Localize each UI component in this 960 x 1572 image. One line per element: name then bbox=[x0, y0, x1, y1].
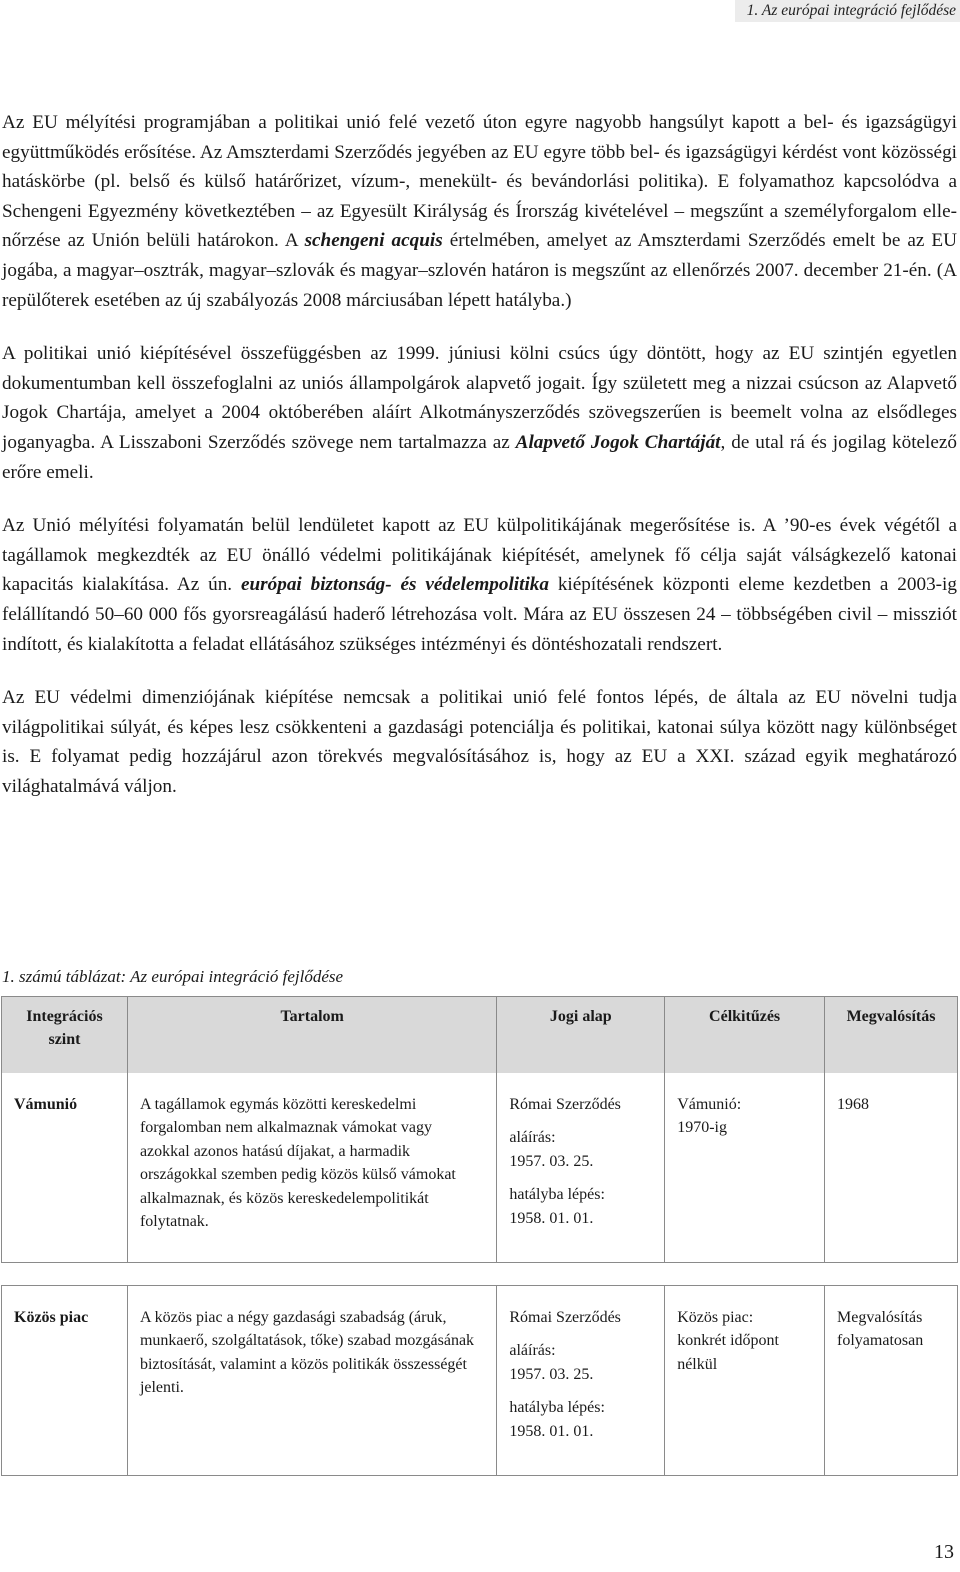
cell-celkituzes: Közös piac: konkrét időpont nélkül bbox=[665, 1304, 825, 1476]
emphasis-term: európai biztonság- és védelempolitika bbox=[240, 574, 549, 596]
paragraph-text: A politikai unió kiépítésével összefüggésben az 1999. júniusi kölni csúcs úgy döntött, hogy az EU szintjén egyetlen dokumentumban kell összefoglalni az uniós állampolgárok alapvető jogait. Így született meg a nizzai csúcson az Alapvető Jogok Chartája, amelyet a 2004 októberében aláírt Alkotmányszerződés szövegszerűen is beemelt volna az elsődleges joganyagba. A Lisszaboni Szerződés szövege nem tartalmazza az bbox=[2, 343, 957, 453]
paragraph-text: értelmében, amelyet az Amszterdami Szerződés emelt be az EU jogába, a magyar–osztrák, magyar–szlovák és magyar–szlovén határon is megszűnt az ellenőrzés 2007. december 21-én. (A repülőterek esetében az új szabályozás 2008 márciusában lépett hatályba.) bbox=[2, 230, 957, 311]
header-cell: Jogi alap bbox=[497, 997, 665, 1074]
cell-megvalositas: Megvalósítás folyamatosan bbox=[825, 1304, 958, 1476]
table-row bbox=[2, 1304, 958, 1476]
paragraph-text: Az Unió mélyítési folyamatán belül lendületet kapott az EU külpolitikájának megerősítése is. A ’90-es évek végétől a tagállamok megkezdték az EU önálló védelmi politikájának kiépítését, amelynek fő célja saját válságkezelő katonai kapacitás kialakítása. Az ún. bbox=[2, 515, 957, 596]
cell-megvalositas: 1968 bbox=[825, 1091, 958, 1263]
table-row bbox=[2, 1091, 958, 1263]
cell-szint: Közös piac bbox=[2, 1304, 128, 1476]
page-number: 13 bbox=[934, 1541, 954, 1563]
paragraph-charter bbox=[2, 339, 957, 487]
emphasis-term: schengeni acquis bbox=[304, 230, 443, 252]
emphasis-term: Alapvető Jogok Chartáját bbox=[515, 431, 721, 453]
body-text bbox=[2, 108, 957, 825]
paragraph-schengen bbox=[2, 108, 957, 315]
jogi-alap-effective: hatályba lépés: 1958. 01. 01. bbox=[509, 1399, 605, 1440]
header-cell: Célkitűzés bbox=[665, 997, 825, 1074]
paragraph-world-power: Az EU védelmi dimenziójának kiépítése nemcsak a politikai unió felé fontos lépés, de általa az EU növelni tudja világpolitikai súlyát, és képes lesz csökkenteni a gazdasági potenciálja és politikai, katonai súlya között nagy különbséget is. E folyamat pedig hozzájárul azon törekvés megvalósításához is, hogy az EU a XXI. század egyik meghatározó világhatalmává váljon. bbox=[2, 687, 957, 797]
header-cell: Tartalom bbox=[127, 997, 496, 1074]
jogi-alap-signed: aláírás: 1957. 03. 25. bbox=[509, 1129, 594, 1170]
paragraph-text: Az EU mélyítési programjában a politikai unió felé vezető úton egyre nagyobb hangsúlyt kapott a bel- és igazságügyi együttműködés erősítése. Az Amszterdami Szerződés jegyében az EU egyre több bel- és igazságügyi kérdést vont közösségi hatáskörbe (pl. belső és külső határőrizet, vízum-, menekült- és bevándorlási politika). E folyamathoz kapcsolódva a Schengeni Egyezmény következtében – az Egyesült Királyság és Írország kivételével – megszűnt a személyforgalom ellenőrzése az Unión belüli határokon. A bbox=[2, 112, 957, 252]
cell-jogi-alap bbox=[497, 1304, 665, 1476]
cell-szint: Vámunió bbox=[2, 1091, 128, 1263]
cell-tartalom: A tagállamok egymás közötti kereskedelmi forgalomban nem alkalmaznak vámokat vagy azokkal azonos hatású díjakat, a harmadik országokkal szemben pedig közös külső vámokat alkalmaznak, és közös kereskedelempolitikát folytatnak. bbox=[127, 1091, 496, 1263]
paragraph-text: kiépítésének központi eleme kezdetben a 2003-ig felállítandó 50–60 000 fős gyorsreagálású haderő létrehozása volt. Mára az EU összesen 24 – többségében civil – missziót indított, és kialakította a feladat ellátásához szükséges intézményi és döntéshozatali rendszert. bbox=[2, 574, 957, 655]
paragraph-defence bbox=[2, 511, 957, 659]
header-cell: Megvalósítás bbox=[825, 997, 958, 1074]
cell-tartalom: A közös piac a négy gazdasági szabadság (áruk, munkaerő, szolgáltatások, tőke) szabad mozgásának biztosítását, valamint a közös politikák összességét jelenti. bbox=[127, 1304, 496, 1476]
paragraph-text: , de utal rá és jogilag kötelező erőre emeli. bbox=[2, 431, 957, 483]
table-header-row bbox=[2, 997, 958, 1074]
cell-jogi-alap bbox=[497, 1091, 665, 1263]
jogi-alap-signed: aláírás: 1957. 03. 25. bbox=[509, 1342, 594, 1383]
jogi-alap-effective: hatályba lépés: 1958. 01. 01. bbox=[509, 1186, 605, 1227]
integration-table bbox=[1, 996, 958, 1476]
running-header: 1. Az európai integráció fejlődése bbox=[735, 0, 960, 22]
table-caption: 1. számú táblázat: Az európai integráció fejlődése bbox=[2, 967, 344, 986]
cell-celkituzes: Vámunió: 1970-ig bbox=[665, 1091, 825, 1263]
jogi-alap-name: Római Szerződés bbox=[509, 1096, 621, 1113]
jogi-alap-name: Római Szerződés bbox=[509, 1309, 621, 1327]
header-cell: Integrációs szint bbox=[2, 997, 128, 1074]
